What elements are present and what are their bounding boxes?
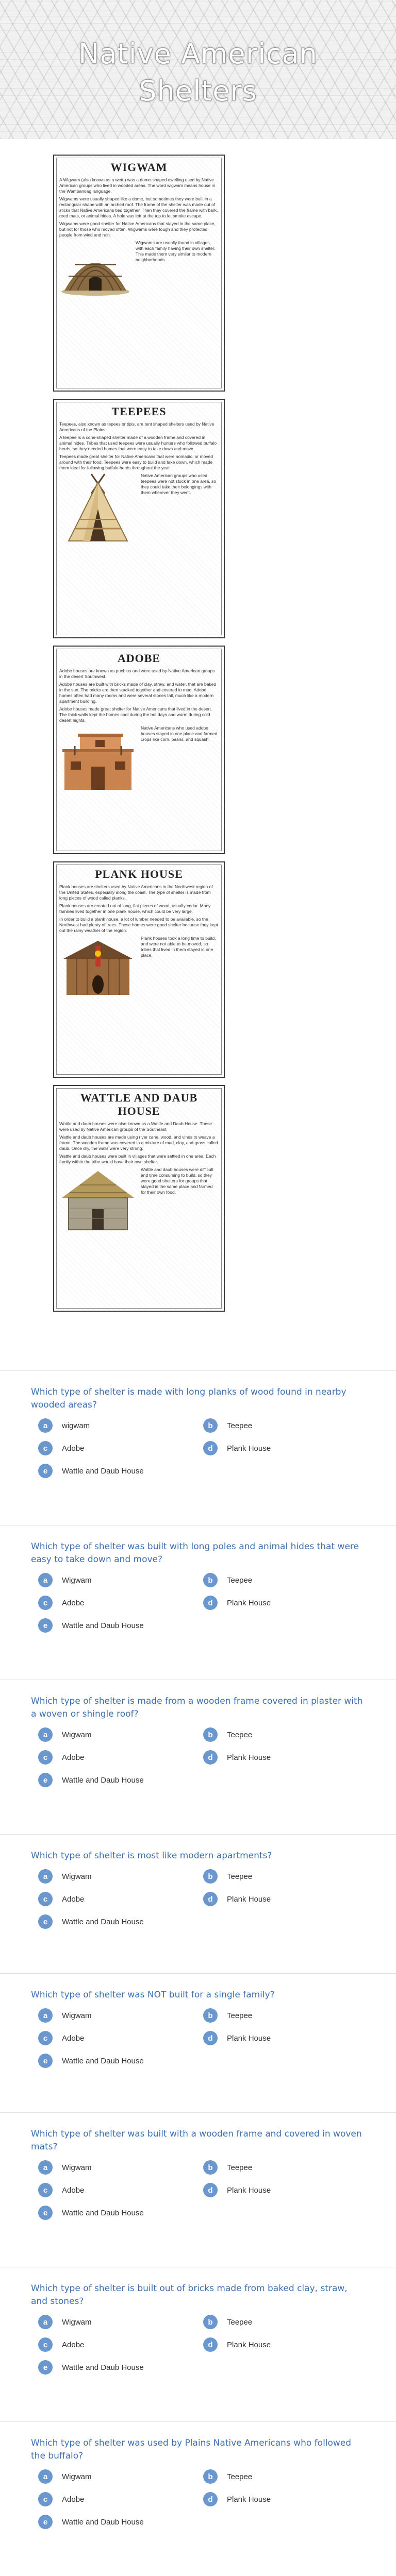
question-2-answers	[31, 1572, 366, 1633]
question-3-text: Which type of shelter is made from a wooden frame covered in plaster with a woven or shingle roof?	[31, 1696, 363, 1719]
teepees-text-3: Teepees made great shelter for Native Americans that were nomadic, or moved around with their food. Teepees were easy to build and take down, which made them ideal for following buffalo herds throughout the year.	[59, 454, 213, 470]
answer-option[interactable]	[196, 1418, 361, 1433]
answer-letter-badge: a	[38, 2160, 53, 2175]
question-divider	[0, 1834, 396, 1835]
answer-option[interactable]	[31, 1869, 196, 1884]
answer-letter-badge: e	[38, 1618, 53, 1633]
answer-option[interactable]	[31, 2514, 196, 2530]
question-5	[31, 1989, 366, 2069]
page-title-line-2: Shelters	[139, 75, 257, 107]
answer-option[interactable]	[196, 2469, 361, 2484]
answer-label: Wattle and Daub House	[62, 2208, 144, 2217]
answer-letter-badge: a	[38, 2315, 53, 2329]
plank-house-card	[53, 861, 225, 1078]
answer-letter-badge: c	[38, 1596, 53, 1610]
question-divider	[0, 2421, 396, 2422]
answer-option[interactable]	[31, 2492, 196, 2507]
adobe-text-2: Adobe houses are built with bricks made of clay, straw, and water, that are baked in the sun. The bricks are then stacked together and covered in mud. Adobe homes often had many rooms and were several stories tall, much like a modern apartment building.	[59, 682, 217, 704]
question-divider	[0, 2112, 396, 2113]
question-6-text: Which type of shelter was built with a wooden frame and covered in woven mats?	[31, 2129, 362, 2152]
answer-letter-badge: c	[38, 2183, 53, 2197]
answer-option[interactable]	[31, 2182, 196, 2198]
answer-label: Plank House	[227, 2495, 271, 2504]
answer-letter-badge: d	[203, 1750, 218, 1765]
plank-house-text-2: Plank houses are created out of long, flat pieces of wood, usually cedar. Many families lived together in one plank house, which could be very large.	[59, 903, 211, 914]
answer-label: Wigwam	[62, 2163, 92, 2172]
answer-label: Plank House	[227, 1753, 271, 1762]
question-8	[31, 2437, 366, 2530]
answer-letter-badge: d	[203, 1596, 218, 1610]
answer-option[interactable]	[196, 2160, 361, 2175]
answer-label: Wattle and Daub House	[62, 1621, 144, 1630]
question-8-text: Which type of shelter was used by Plains Native Americans who followed the buffalo?	[31, 2438, 352, 2461]
question-4-text: Which type of shelter is most like modern apartments?	[31, 1851, 272, 1861]
plank-house-text-1: Plank houses are shelters used by Native Americans in the Northwest region of the United States, especially along the coast. The type of shelter is made from long pieces of wood called planks.	[59, 884, 213, 901]
answer-option[interactable]	[31, 2360, 196, 2375]
answer-label: Wattle and Daub House	[62, 2056, 144, 2065]
shelter-info-column	[53, 155, 225, 1319]
answer-label: Wigwam	[62, 2317, 92, 2327]
answer-option[interactable]	[196, 2337, 361, 2352]
question-2	[31, 1540, 366, 1633]
teepees-text-2: A teepee is a cone-shaped shelter made of a wooden frame and covered in animal hides. Tribes that used teepees were usually hunters who followed buffalo herds, so they needed homes that were easy to take down and move.	[59, 435, 217, 451]
answer-option[interactable]	[31, 2469, 196, 2484]
wattle-daub-text-2: Wattle and daub houses are made using river cane, wood, and vines to weave a frame. The wooden frame was covered in a mixture of mud, clay, and grass called daub. Once dry, the walls were very strong.	[59, 1134, 218, 1151]
answer-option[interactable]	[31, 1914, 196, 1929]
answer-label: Adobe	[62, 2033, 85, 2043]
question-divider	[0, 1525, 396, 1526]
answer-label: Wigwam	[62, 2472, 92, 2481]
answer-letter-badge: c	[38, 2337, 53, 2352]
answer-option[interactable]	[196, 1440, 361, 1456]
answer-option[interactable]	[31, 2053, 196, 2069]
answer-option[interactable]	[31, 1772, 196, 1788]
answer-label: Adobe	[62, 2185, 85, 2195]
answer-label: Plank House	[227, 2033, 271, 2043]
answer-label: Wigwam	[62, 2011, 92, 2020]
answer-letter-badge: e	[38, 1464, 53, 1478]
page-title-line-1: Native American	[78, 38, 318, 70]
page-header	[0, 0, 396, 139]
answer-label: Teepee	[227, 2472, 253, 2481]
adobe-text-3: Adobe houses made great shelter for Native Americans that lived in the desert. The thick walls kept the homes cool during the hot days and warm during cold desert nights.	[59, 706, 212, 723]
answer-letter-badge: c	[38, 1441, 53, 1455]
answer-label: Teepee	[227, 1730, 253, 1739]
question-divider	[0, 1370, 396, 1371]
wigwam-text-1: A Wigwam (also known as a wetu) was a dome-shaped dwelling used by Native American groups who lived in wooded areas. The word wigwam means house in the Wampanoag language.	[59, 177, 216, 194]
answer-label: Adobe	[62, 2340, 85, 2349]
answer-label: Teepee	[227, 1575, 253, 1585]
answer-option[interactable]	[196, 1891, 361, 1907]
answer-option[interactable]	[31, 1572, 196, 1588]
teepees-text-4: Native American groups who used teepees were not stuck in one area, so they could take their belongings with them wherever they went.	[141, 473, 217, 495]
answer-option[interactable]	[196, 2314, 361, 2330]
wigwam-illustration	[59, 240, 131, 297]
question-1	[31, 1386, 366, 1479]
answer-label: Adobe	[62, 1444, 85, 1453]
question-5-text: Which type of shelter was NOT built for a single family?	[31, 1990, 275, 2000]
answer-letter-badge: d	[203, 2183, 218, 2197]
wigwam-card	[53, 155, 225, 392]
answer-letter-badge: d	[203, 1441, 218, 1455]
answer-option[interactable]	[31, 2337, 196, 2352]
answer-letter-badge: e	[38, 2054, 53, 2068]
wattle-daub-card	[53, 1085, 225, 1312]
answer-letter-badge: b	[203, 2008, 218, 2023]
answer-letter-badge: e	[38, 2206, 53, 2220]
question-8-answers	[31, 2469, 366, 2530]
answer-option[interactable]	[31, 1618, 196, 1633]
answer-option[interactable]	[31, 2008, 196, 2023]
question-1-text: Which type of shelter is made with long planks of wood found in nearby wooded areas?	[31, 1387, 346, 1410]
teepees-card	[53, 399, 225, 638]
answer-letter-badge: a	[38, 1727, 53, 1742]
answer-option[interactable]	[31, 1891, 196, 1907]
answer-label: Wattle and Daub House	[62, 2363, 144, 2372]
wattle-daub-title: WATTLE AND DAUB HOUSE	[80, 1091, 198, 1117]
answer-option[interactable]	[31, 2160, 196, 2175]
wattle-daub-text-1: Wattle and daub houses were also known as a Wattle and Daub House. These were used by Native American groups of the Southeast.	[59, 1121, 212, 1132]
plank-house-title: PLANK HOUSE	[95, 868, 183, 880]
answer-label: Wattle and Daub House	[62, 1466, 144, 1476]
answer-letter-badge: c	[38, 1892, 53, 1906]
adobe-text-4: Native Americans who used adobe houses stayed in one place and farmed crops like corn, beans, and squash.	[141, 725, 218, 742]
answer-letter-badge: b	[203, 1727, 218, 1742]
answer-label: Wattle and Daub House	[62, 1917, 144, 1926]
answer-label: Wigwam	[62, 1872, 92, 1881]
adobe-illustration	[59, 725, 137, 792]
question-3-answers	[31, 1727, 366, 1788]
answer-option[interactable]	[31, 1418, 196, 1433]
wattle-daub-text-4: Wattle and daub houses were difficult and time consuming to build, so they were good shelters for groups that stayed in the same place and farmed for their own food.	[141, 1167, 213, 1195]
answer-letter-badge: b	[203, 1418, 218, 1433]
question-1-answers	[31, 1418, 366, 1479]
answer-letter-badge: e	[38, 2515, 53, 2529]
plank-house-text-4: Plank houses took a long time to build, and were not able to be moved, so tribes that lived in them stayed in one place.	[141, 936, 216, 958]
adobe-title: ADOBE	[117, 652, 161, 665]
teepee-illustration	[59, 473, 137, 545]
question-6	[31, 2128, 366, 2221]
answer-label: Plank House	[227, 2185, 271, 2195]
answer-option[interactable]	[31, 2314, 196, 2330]
answer-label: Teepee	[227, 2163, 253, 2172]
teepees-title: TEEPEES	[111, 405, 167, 418]
answer-label: wigwam	[62, 1421, 90, 1430]
answer-letter-badge: e	[38, 1773, 53, 1787]
answer-option[interactable]	[196, 2492, 361, 2507]
answer-label: Teepee	[227, 1421, 253, 1430]
answer-option[interactable]	[196, 1869, 361, 1884]
answer-letter-badge: a	[38, 2469, 53, 2484]
answer-option[interactable]	[196, 1595, 361, 1611]
answer-label: Teepee	[227, 2317, 253, 2327]
question-7-text: Which type of shelter is built out of bricks made from baked clay, straw, and stones?	[31, 2283, 348, 2307]
wigwam-text-3: Wigwams were good shelter for Native Americans that stayed in the same place, but not for those who moved often. Wigwams were tough and they protected people from wind and rain.	[59, 221, 216, 238]
question-7-answers	[31, 2314, 366, 2375]
answer-letter-badge: b	[203, 2315, 218, 2329]
answer-label: Adobe	[62, 1598, 85, 1607]
answer-letter-badge: c	[38, 2031, 53, 2045]
answer-letter-badge: c	[38, 2492, 53, 2506]
answer-letter-badge: d	[203, 1892, 218, 1906]
answer-letter-badge: c	[38, 1750, 53, 1765]
question-4-answers	[31, 1869, 366, 1929]
answer-label: Plank House	[227, 1444, 271, 1453]
question-3	[31, 1695, 366, 1788]
answer-option[interactable]	[31, 1727, 196, 1742]
answer-option[interactable]	[196, 2030, 361, 2046]
question-7	[31, 2282, 366, 2375]
answer-option[interactable]	[196, 2008, 361, 2023]
answer-label: Wattle and Daub House	[62, 1775, 144, 1785]
wattle-daub-text-3: Wattle and daub houses were built in villages that were settled in one area. Each family within the tribe would have their own shelter.	[59, 1154, 216, 1164]
question-4	[31, 1850, 366, 1929]
answer-letter-badge: b	[203, 2469, 218, 2484]
answer-letter-badge: a	[38, 1869, 53, 1884]
answer-option[interactable]	[196, 1727, 361, 1742]
answer-option[interactable]	[31, 2205, 196, 2221]
wattle-daub-illustration	[59, 1167, 137, 1234]
answer-letter-badge: a	[38, 1573, 53, 1587]
question-2-text: Which type of shelter was built with long poles and animal hides that were easy to take down and move?	[31, 1541, 359, 1565]
question-6-answers	[31, 2160, 366, 2221]
answer-letter-badge: e	[38, 2360, 53, 2375]
answer-letter-badge: d	[203, 2337, 218, 2352]
answer-option[interactable]	[196, 2182, 361, 2198]
answer-label: Wigwam	[62, 1730, 92, 1739]
answer-label: Adobe	[62, 1894, 85, 1904]
answer-label: Teepee	[227, 2011, 253, 2020]
adobe-text-1: Adobe houses are known as pueblos and were used by Native American groups in the desert Southwest.	[59, 668, 215, 679]
answer-option[interactable]	[196, 1750, 361, 1765]
answer-label: Plank House	[227, 1598, 271, 1607]
answer-letter-badge: d	[203, 2031, 218, 2045]
wigwam-text-4: Wigwams are usually found in villages, with each family having their own shelter. This made them very similar to modern neighborhoods.	[136, 240, 216, 262]
answer-letter-badge: b	[203, 2160, 218, 2175]
answer-letter-badge: a	[38, 1418, 53, 1433]
answer-letter-badge: a	[38, 2008, 53, 2023]
question-5-answers	[31, 2008, 366, 2069]
answer-option[interactable]	[31, 2030, 196, 2046]
answer-option[interactable]	[31, 1750, 196, 1765]
answer-label: Teepee	[227, 1872, 253, 1881]
answer-letter-badge: e	[38, 1914, 53, 1929]
answer-label: Plank House	[227, 2340, 271, 2349]
teepees-text-1: Teepees, also known as tepees or tipis, are tent shaped shelters used by Native Americans of the Plains.	[59, 421, 214, 432]
wigwam-title: WIGWAM	[110, 161, 168, 174]
plank-house-illustration	[59, 936, 137, 997]
answer-label: Plank House	[227, 1894, 271, 1904]
answer-option[interactable]	[31, 1440, 196, 1456]
answer-letter-badge: b	[203, 1869, 218, 1884]
answer-option[interactable]	[31, 1595, 196, 1611]
answer-letter-badge: d	[203, 2492, 218, 2506]
answer-option[interactable]	[196, 1572, 361, 1588]
adobe-card	[53, 646, 225, 854]
answer-label: Wattle and Daub House	[62, 2517, 144, 2527]
answer-letter-badge: b	[203, 1573, 218, 1587]
answer-option[interactable]	[31, 1463, 196, 1479]
wigwam-text-2: Wigwams were usually shaped like a dome, but sometimes they were built in a rectangular shape with an arched roof. The frame of the shelter was made out of sticks that Native Americans tied together. Then they covered the frame with bark, reed mats, or animal hides. A hole was left at the top to let smoke escape.	[59, 196, 218, 218]
answer-label: Adobe	[62, 1753, 85, 1762]
question-divider	[0, 1973, 396, 1974]
answer-label: Adobe	[62, 2495, 85, 2504]
plank-house-text-3: In order to build a plank house, a lot of lumber needed to be available, so the Northwest had plenty of trees. These homes were good shelter because they kept out the rainy weather of the region.	[59, 917, 218, 933]
answer-label: Wigwam	[62, 1575, 92, 1585]
